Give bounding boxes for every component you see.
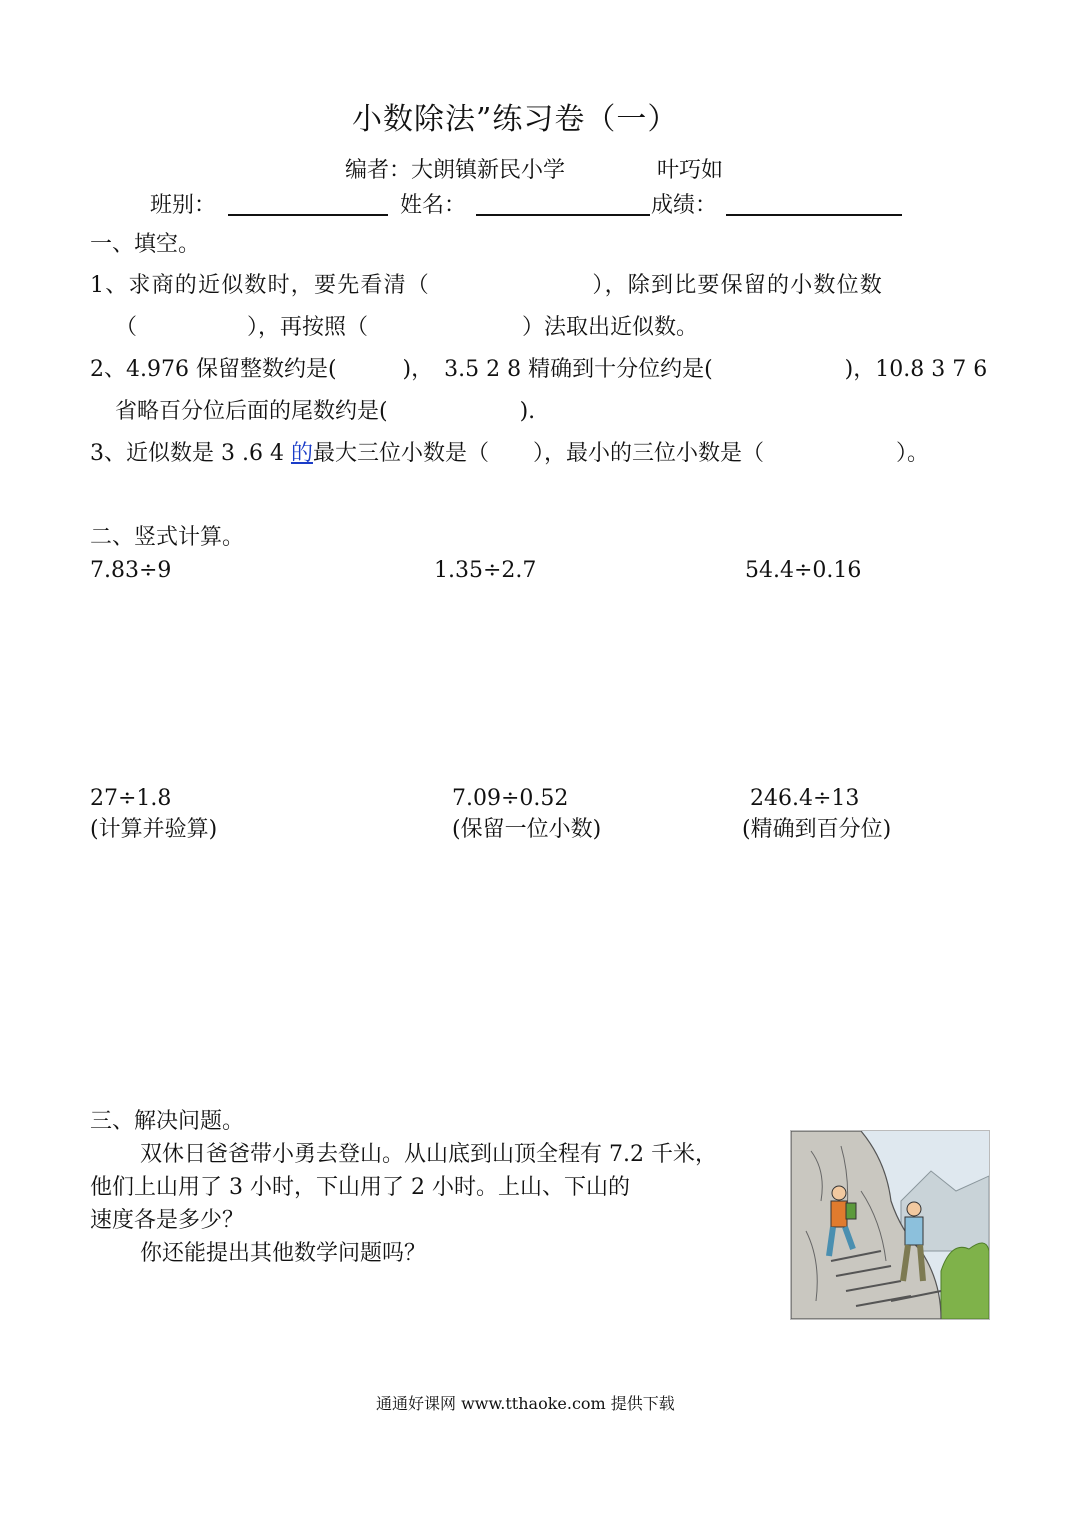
- footer-text: 通通好课网 www.tthaoke.com 提供下载: [376, 1394, 675, 1413]
- name-blank[interactable]: [476, 194, 650, 216]
- section2-heading: 二、竖式计算。: [90, 525, 245, 550]
- q2-line1: 2、4.976 保留整数约是( )， 3.5 2 8 精确到十分位约是( )，10.8 3 7 6: [90, 357, 988, 382]
- q2-line2: 省略百分位后面的尾数约是( ).: [115, 399, 536, 424]
- q1-line2: （ ），再按照（ ）法取出近似数。: [115, 315, 699, 340]
- s3-line4: 你还能提出其他数学问题吗？: [140, 1241, 427, 1266]
- class-label: 班别：: [150, 193, 217, 218]
- q3-line: [90, 440, 929, 468]
- problem-2: 1.35÷2.7: [434, 558, 537, 583]
- section1-heading: 一、填空。: [90, 232, 201, 257]
- class-blank[interactable]: [228, 194, 388, 216]
- hiking-illustration: [790, 1130, 990, 1320]
- s3-line2: 他们上山用了 3 小时，下山用了 2 小时。上山、下山的: [90, 1175, 630, 1200]
- q3-pre: 3、近似数是 3 .6 4: [90, 441, 284, 466]
- q3-post: 最大三位小数是（ ），最小的三位小数是（ ）。: [312, 441, 929, 466]
- author-label: 编者：: [345, 158, 412, 183]
- q1-line1: 1、求商的近似数时，要先看清（ ），除到比要保留的小数位数: [90, 273, 883, 298]
- problem-1: 7.83÷9: [90, 558, 172, 583]
- score-label: 成绩：: [651, 193, 718, 218]
- problem-5: 7.09÷0.52: [452, 786, 569, 811]
- page-title: 小数除法”练习卷（一）: [352, 102, 679, 137]
- s3-line1: 双休日爸爸带小勇去登山。从山底到山顶全程有 7.2 千米，: [140, 1142, 717, 1167]
- problem-3: 54.4÷0.16: [745, 558, 862, 583]
- q3-link[interactable]: 的: [290, 441, 313, 466]
- author-name: 叶巧如: [657, 158, 724, 183]
- problem-4-note: (计算并验算): [90, 817, 218, 842]
- problem-6-note: (精确到百分位): [742, 817, 892, 842]
- score-blank[interactable]: [726, 194, 902, 216]
- mountain-hikers-icon: [791, 1131, 989, 1319]
- section3-heading: 三、解决问题。: [90, 1109, 245, 1134]
- s3-line3: 速度各是多少？: [90, 1208, 245, 1233]
- author-school: 大朗镇新民小学: [411, 158, 566, 183]
- problem-6: 246.4÷13: [750, 786, 860, 811]
- name-label: 姓名：: [400, 193, 467, 218]
- problem-5-note: (保留一位小数): [452, 817, 602, 842]
- author-line: [345, 157, 565, 185]
- problem-4: 27÷1.8: [90, 786, 172, 811]
